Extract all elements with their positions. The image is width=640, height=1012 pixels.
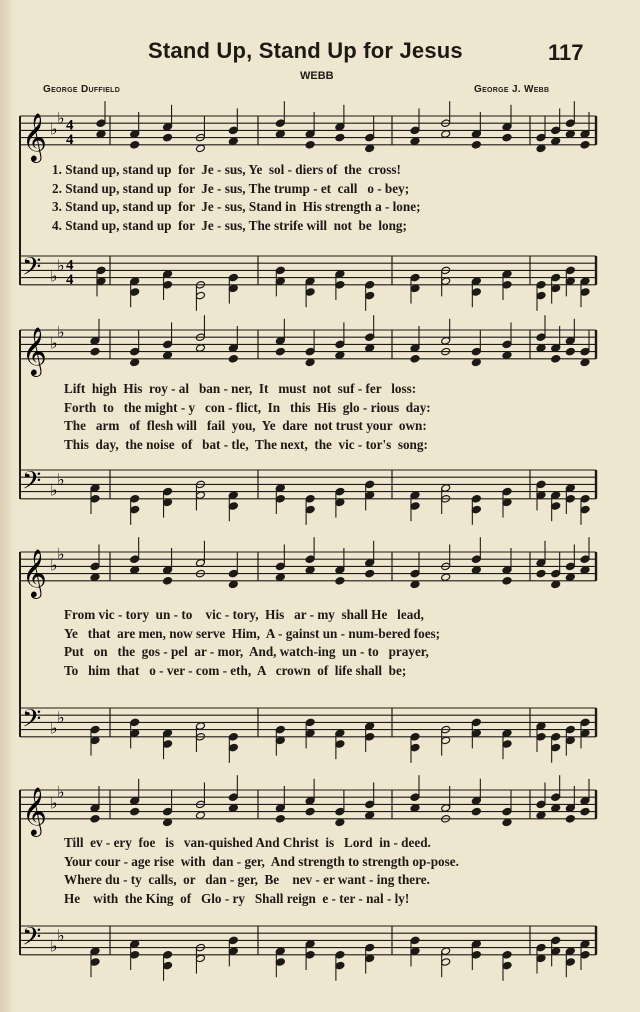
note-head — [275, 815, 285, 824]
lyric-line: Where du - ty calls, or dan - ger, Be nev - er want - ing there. — [64, 872, 430, 887]
bass-clef-icon: 𝄢 — [22, 466, 42, 502]
flat-icon: ♭ — [57, 707, 65, 727]
lyric-line: Till ev - ery foe is van-quished And Christ is Lord in - deed. — [64, 835, 431, 850]
note-head — [90, 815, 100, 824]
flat-icon: ♭ — [50, 333, 58, 353]
note-head — [580, 807, 590, 816]
treble-clef-icon: 𝄞 — [22, 785, 47, 835]
note-head — [502, 818, 512, 827]
lyric-line: Your cour - age rise with dan - ger, And strength to strength op-pose. — [64, 853, 459, 869]
note-head — [536, 811, 546, 820]
flat-icon: ♭ — [57, 322, 65, 342]
flat-icon: ♭ — [57, 469, 65, 489]
bass-clef-icon: 𝄢 — [22, 922, 42, 958]
flat-icon: ♭ — [57, 255, 65, 275]
lyric-line: Put on the gos - pel ar - mor, And, watch-ing un - to prayer, — [64, 644, 429, 659]
flat-icon: ♭ — [57, 108, 65, 128]
flat-icon: ♭ — [57, 544, 65, 564]
flat-icon: ♭ — [50, 555, 58, 575]
time-signature-top: 4 — [66, 117, 74, 134]
treble-clef-icon: 𝄞 — [22, 547, 47, 597]
flat-icon: ♭ — [50, 266, 58, 286]
flat-icon: ♭ — [50, 119, 58, 139]
lyric-line: 1. Stand up, stand up for Je - sus, Ye sol - diers of the cross! — [52, 162, 401, 177]
flat-icon: ♭ — [57, 782, 65, 802]
lyric-line: 2. Stand up, stand up for Je - sus, The trump - et call o - bey; — [52, 180, 410, 196]
lyric-line: Forth to the might - y con - flict, In this His glo - rious day: — [64, 399, 431, 415]
note-head — [335, 818, 345, 827]
tune-name: WEBB — [300, 70, 334, 82]
note-head — [365, 811, 375, 820]
lyric-line: To him that o - ver - com - eth, A crown of life shall be; — [64, 662, 407, 678]
flat-icon: ♭ — [50, 936, 58, 956]
treble-clef-icon: 𝄞 — [22, 325, 47, 375]
note-head — [565, 815, 575, 824]
flat-icon: ♭ — [57, 925, 65, 945]
note-head — [195, 811, 205, 820]
lyric-line: Lift high His roy - al ban - ner, It must not suf - fer loss: — [64, 381, 417, 396]
flat-icon: ♭ — [50, 793, 58, 813]
composer-credit: George J. Webb — [474, 84, 550, 95]
time-signature-bottom: 4 — [66, 271, 74, 288]
note-head — [228, 804, 238, 813]
time-signature-top: 4 — [66, 257, 74, 274]
note-head — [551, 804, 561, 813]
note-head — [471, 807, 481, 816]
lyric-line: 4. Stand up, stand up for Je - sus, The strife will not be long; — [52, 217, 407, 233]
bass-staff — [20, 923, 596, 981]
note-head — [410, 804, 420, 813]
hymn-number: 117 — [548, 40, 584, 65]
flat-icon: ♭ — [50, 718, 58, 738]
lyric-line: The arm of flesh will fail you, Ye dare not trust your own: — [64, 418, 427, 433]
bass-clef-icon: 𝄢 — [22, 252, 42, 288]
lyric-line: He with the King of Glo - ry Shall reign e - ter - nal - ly! — [64, 890, 410, 906]
lyricist-credit: George Duffield — [43, 84, 121, 95]
note-head — [130, 807, 140, 816]
note-head — [305, 807, 315, 816]
hymn-title: Stand Up, Stand Up for Jesus — [148, 38, 463, 63]
lyric-line: Ye that are men, now serve Him, A - gainst un - num-bered foes; — [64, 625, 441, 641]
treble-staff — [20, 775, 596, 837]
lyric-line: From vic - tory un - to vic - tory, His ar - my shall He lead, — [64, 607, 424, 622]
time-signature-bottom: 4 — [66, 131, 74, 148]
note-head — [163, 818, 173, 827]
lyric-line: 3. Stand up, stand up for Je - sus, Stand in His strength a - lone; — [52, 199, 421, 214]
lyric-line: This day, the noise of bat - tle, The next, the vic - tor's song: — [64, 436, 428, 452]
bass-clef-icon: 𝄢 — [22, 704, 42, 740]
treble-clef-icon: 𝄞 — [22, 111, 47, 161]
flat-icon: ♭ — [50, 480, 58, 500]
